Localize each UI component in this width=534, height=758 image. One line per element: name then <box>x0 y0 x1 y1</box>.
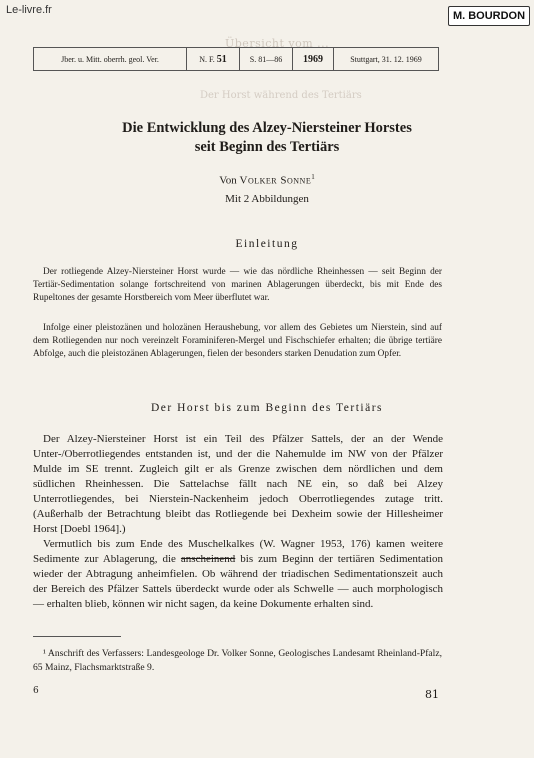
section-heading-intro: Einleitung <box>235 238 299 250</box>
figures-note: Mit 2 Abbildungen <box>225 193 309 205</box>
title-line-1: Die Entwicklung des Alzey-Niersteiner Horstes <box>122 120 412 136</box>
place-date: Stuttgart, 31. 12. 1969 <box>350 54 422 64</box>
body-paragraph-2 <box>33 537 443 612</box>
body-paragraph-1: Der Alzey-Niersteiner Horst ist ein Teil des Pfälzer Sattels, der an der Wende Unter-/Oberrotliegendes entstanden ist, und der die Nahemulde im NW von der Pfälzer Mulde im SE trennt. Zugleich gilt er als Grenze zwischen dem nördlichen und dem südlichen Rheinhessen. Die Sattelachse fällt nach NE ein, so daß bei Alzey Unterrotliegendes, bei Nierstein-Nackenheim jedoch Oberrotliegendes zutage tritt. (Außerhalb der Betrachtung bleibt das Rotliegende bei Dexheim sowie der Hillesheimer Horst [Doebl 1964].) <box>33 433 443 535</box>
section-heading-horst: Der Horst bis zum Beginn des Tertiärs <box>150 402 384 414</box>
body-paragraph-2-part-b: bis zum Beginn der tertiären Sedimentation wieder der Abtragung anheimfielen. Ob während der triadischen Sedimentationszeit auch der Bereich des Pfälzer Sattels überdeckt wurde oder als Schwelle — auch morphologisch — erhalten blieb, können wir nicht sagen, da keine Dokumente erhalten sind. <box>33 553 443 610</box>
body-paragraph-2-part-a: Vermutlich bis zum Ende des Muschelkalkes (W. Wagner 1953, 176) kamen weitere Sedimente zur Ablagerung, die <box>33 538 443 565</box>
corner-label: Le-livre.fr <box>6 4 52 16</box>
article-title <box>40 119 494 157</box>
owner-stamp: M. BOURDON <box>448 6 530 26</box>
author-prefix: Von <box>219 174 237 187</box>
footnote-mark: 1 <box>311 173 315 181</box>
author-line <box>40 173 494 187</box>
series-label: N. F. <box>199 54 215 64</box>
struck-word: anscheinend <box>180 553 236 565</box>
bleed-through-text-2: Der Horst während des Tertiärs <box>200 90 362 101</box>
page-range: S. 81—86 <box>240 48 293 70</box>
page-number: 81 <box>425 688 439 701</box>
footnote: ¹ Anschrift des Verfassers: Landesgeologe Dr. Volker Sonne, Geologisches Landesamt Rheinland-Pfalz, 65 Mainz, Flachsmarktstraße 9. <box>33 648 442 673</box>
journal-name: Jber. u. Mitt. oberrh. geol. Ver. <box>34 48 187 70</box>
footnote-rule <box>33 636 121 637</box>
year: 1969 <box>293 48 334 70</box>
intro-paragraph-1: Der rotliegende Alzey-Niersteiner Horst wurde — wie das nördliche Rheinhessen — seit Beginn der Tertiär-Sedimentation solange fortschreitend von marinen Ablagerungen überdeckt, bis mit Ende des Rupeltones der gesamte Horstbereich vom Meer überflutet war. <box>33 267 442 303</box>
title-line-2: seit Beginn des Tertiärs <box>194 139 340 155</box>
page-mark-left: 6 <box>33 686 39 696</box>
journal-header-table <box>33 47 439 71</box>
intro-paragraph-2: Infolge einer pleistozänen und holozänen Heraushebung, vor allem des Gebietes um Nierstein, sind auf dem Rotliegenden nur noch vereinzelt Foraminiferen-Mergel und Fischschiefer erhalten; die übrige tertiäre Abfolge, auch die pleistozänen Ablagerungen, fielen der besonders starken Denudation zum Opfer. <box>33 323 442 359</box>
series-value: 51 <box>216 53 227 65</box>
bleed-through-text: Übersicht vom ... <box>225 37 330 50</box>
author-name: Volker Sonne <box>239 174 312 187</box>
series-number <box>187 48 240 70</box>
